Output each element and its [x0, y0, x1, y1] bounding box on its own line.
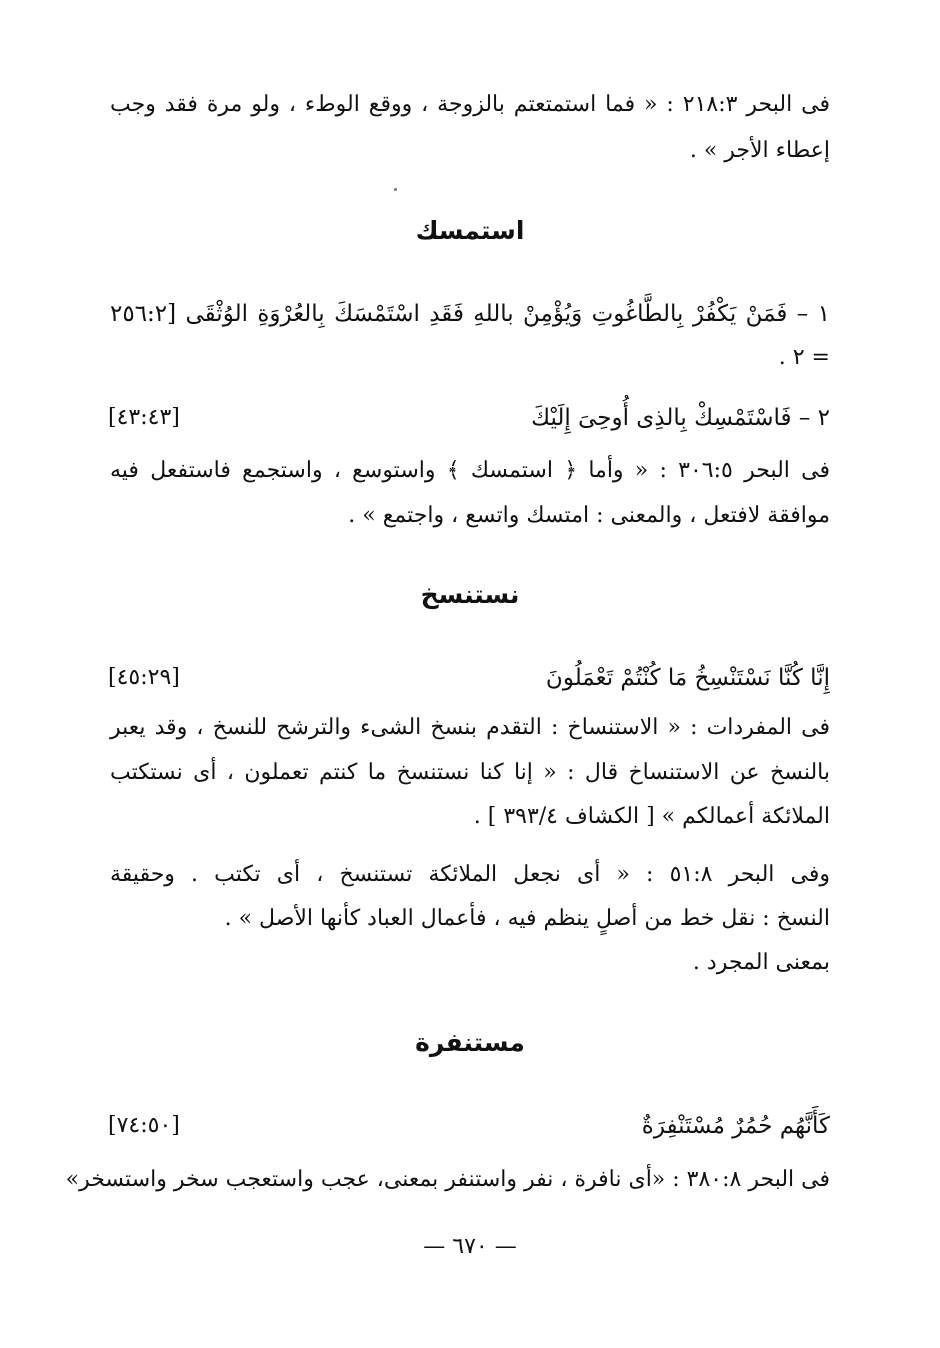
nastansikh-bahr-line-1: وفى البحر ٥١:٨ : « أى نجعل الملائكة تستنسخ ، أى تكتب . وحقيقة: [110, 862, 830, 887]
nastansikh-commentary-line-2: بالنسخ عن الاستنساخ قال : « إنا كنا نستنسخ ما كنتم تعملون ، أى نستكتب: [110, 760, 830, 785]
nastansikh-bahr-line-2: النسخ : نقل خط من أصلٍ ينظم فيه ، فأعمال العباد كأنها الأصل » .: [224, 906, 830, 931]
entry-heading-istamsaka: استمسك: [415, 216, 525, 245]
istamsaka-commentary-line-2: موافقة لافتعل ، والمعنى : امتسك واتسع ، واجتمع » .: [348, 503, 830, 528]
mustanfira-verse-row: [108, 1110, 830, 1142]
nastansikh-commentary-line-3: الملائكة أعمالكم » [ الكشاف ٣٩٣/٤ ] .: [473, 804, 830, 829]
nastansikh-verse-text: إِنَّا كُنَّا نَسْتَنْسِخُ مَا كُنْتُمْ تَعْمَلُونَ: [545, 665, 830, 691]
nastansikh-bahr-line-3: بمعنى المجرد .: [692, 950, 830, 975]
page-number: — ٦٧٠ —: [423, 1234, 517, 1259]
entry-heading-nastansikh: نستنسخ: [420, 580, 520, 609]
nastansikh-verse-row: [108, 662, 830, 694]
intro-line-2: إعطاء الأجر » .: [689, 138, 830, 163]
verse-2-text: ٢ – فَاسْتَمْسِكْ بِالذِى أُوحِىَ إِلَيْكَ: [531, 405, 830, 431]
verse-2-reference: [٤٣:٤٣]: [108, 405, 180, 430]
verse-1-line-1: ١ – فَمَنْ يَكْفُرْ بِالطَّاغُوتِ وَيُؤْمِنْ باللهِ فَقَدِ اسْتَمْسَكَ بِالعُرْوَةِ الوُثْقَى [٢٥٦:٢: [110, 301, 830, 327]
istamsaka-commentary-line-1: فى البحر ٣٠٦:٥ : « وأما ﴿ استمسك ﴾ واستوسع ، واستجمع فاستفعل فيه: [110, 458, 831, 483]
mustanfira-commentary-line-1: فى البحر ٣٨٠:٨ : «أى نافرة ، نفر واستنفر بمعنى، عجب واستعجب سخر واستسخر»: [65, 1167, 830, 1192]
verse-1-line-2: = ٢ .: [778, 345, 830, 370]
intro-line-1: فى البحر ٢١٨:٣ : « فما استمتعتم بالزوجة ، ووقع الوطء ، ولو مرة فقد وجب: [110, 92, 830, 117]
nastansikh-verse-reference: [٤٥:٢٩]: [108, 665, 180, 690]
mustanfira-verse-reference: [٧٤:٥٠]: [108, 1113, 180, 1138]
verse-2-row: [108, 402, 830, 434]
nastansikh-commentary-line-1: فى المفردات : « الاستنساخ : التقدم بنسخ الشىء والترشح للنسخ ، وقد يعبر: [110, 715, 830, 740]
page-dot-mark: [394, 188, 397, 191]
entry-heading-mustanfira: مستنفرة: [415, 1028, 525, 1057]
mustanfira-verse-text: كَأَنَّهُم حُمُرٌ مُسْتَنْفِرَةٌ: [641, 1113, 830, 1139]
